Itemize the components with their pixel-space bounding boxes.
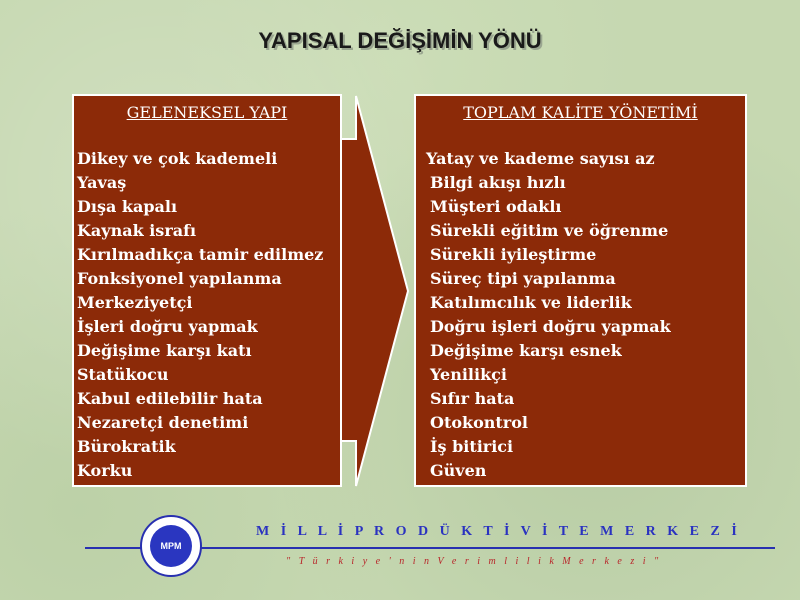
list-item: Dikey ve çok kademeli <box>77 149 278 168</box>
traditional-structure-panel <box>72 94 342 487</box>
traditional-structure-heading: GELENEKSEL YAPI <box>126 103 288 122</box>
list-item: Fonksiyonel yapılanma <box>77 269 282 288</box>
tqm-list <box>426 147 671 483</box>
tqm-heading: TOPLAM KALİTE YÖNETİMİ <box>463 103 698 122</box>
list-item: Doğru işleri doğru yapmak <box>430 317 671 336</box>
list-item: Süreç tipi yapılanma <box>430 269 616 288</box>
list-item: Müşteri odaklı <box>430 197 562 216</box>
list-item: Yatay ve kademe sayısı az <box>426 149 655 168</box>
list-item: Yavaş <box>77 173 127 192</box>
list-item: Bilgi akışı hızlı <box>430 173 566 192</box>
list-item: Sürekli iyileştirme <box>430 245 597 264</box>
list-item: Yenilikçi <box>430 365 507 384</box>
list-item: Nezaretçi denetimi <box>77 413 249 432</box>
tqm-panel <box>414 94 747 487</box>
list-item: Kaynak israfı <box>77 221 197 240</box>
list-item: İş bitirici <box>430 437 514 456</box>
list-item: Güven <box>430 461 487 480</box>
list-item: Korku <box>77 461 133 480</box>
mpm-logo-text: MPM <box>150 525 192 567</box>
list-item: Statükocu <box>77 365 169 384</box>
list-item: Kabul edilebilir hata <box>77 389 263 408</box>
list-item: Sürekli eğitim ve öğrenme <box>430 221 669 240</box>
list-item: Dışa kapalı <box>77 197 178 216</box>
list-item: Sıfır hata <box>430 389 515 408</box>
mpm-logo <box>140 515 202 577</box>
traditional-structure-list <box>77 147 323 483</box>
list-item: Bürokratik <box>77 437 176 456</box>
list-item: Katılımcılık ve liderlik <box>430 293 632 312</box>
organization-name: M İ L L İ P R O D Ü K T İ V İ T E M E R K E Z İ <box>256 524 741 539</box>
slide-title: YAPISAL DEĞİŞİMİN YÖNÜ <box>258 28 542 53</box>
list-item: Otokontrol <box>430 413 528 432</box>
list-item: Değişime karşı katı <box>77 341 252 360</box>
list-item: İşleri doğru yapmak <box>77 317 258 336</box>
list-item: Değişime karşı esnek <box>430 341 622 360</box>
organization-slogan: " T ü r k i y e ' n i n V e r i m l i l i k M e r k e z i " <box>286 556 662 567</box>
list-item: Kırılmadıkça tamir edilmez <box>77 245 324 264</box>
list-item: Merkeziyetçi <box>77 293 193 312</box>
